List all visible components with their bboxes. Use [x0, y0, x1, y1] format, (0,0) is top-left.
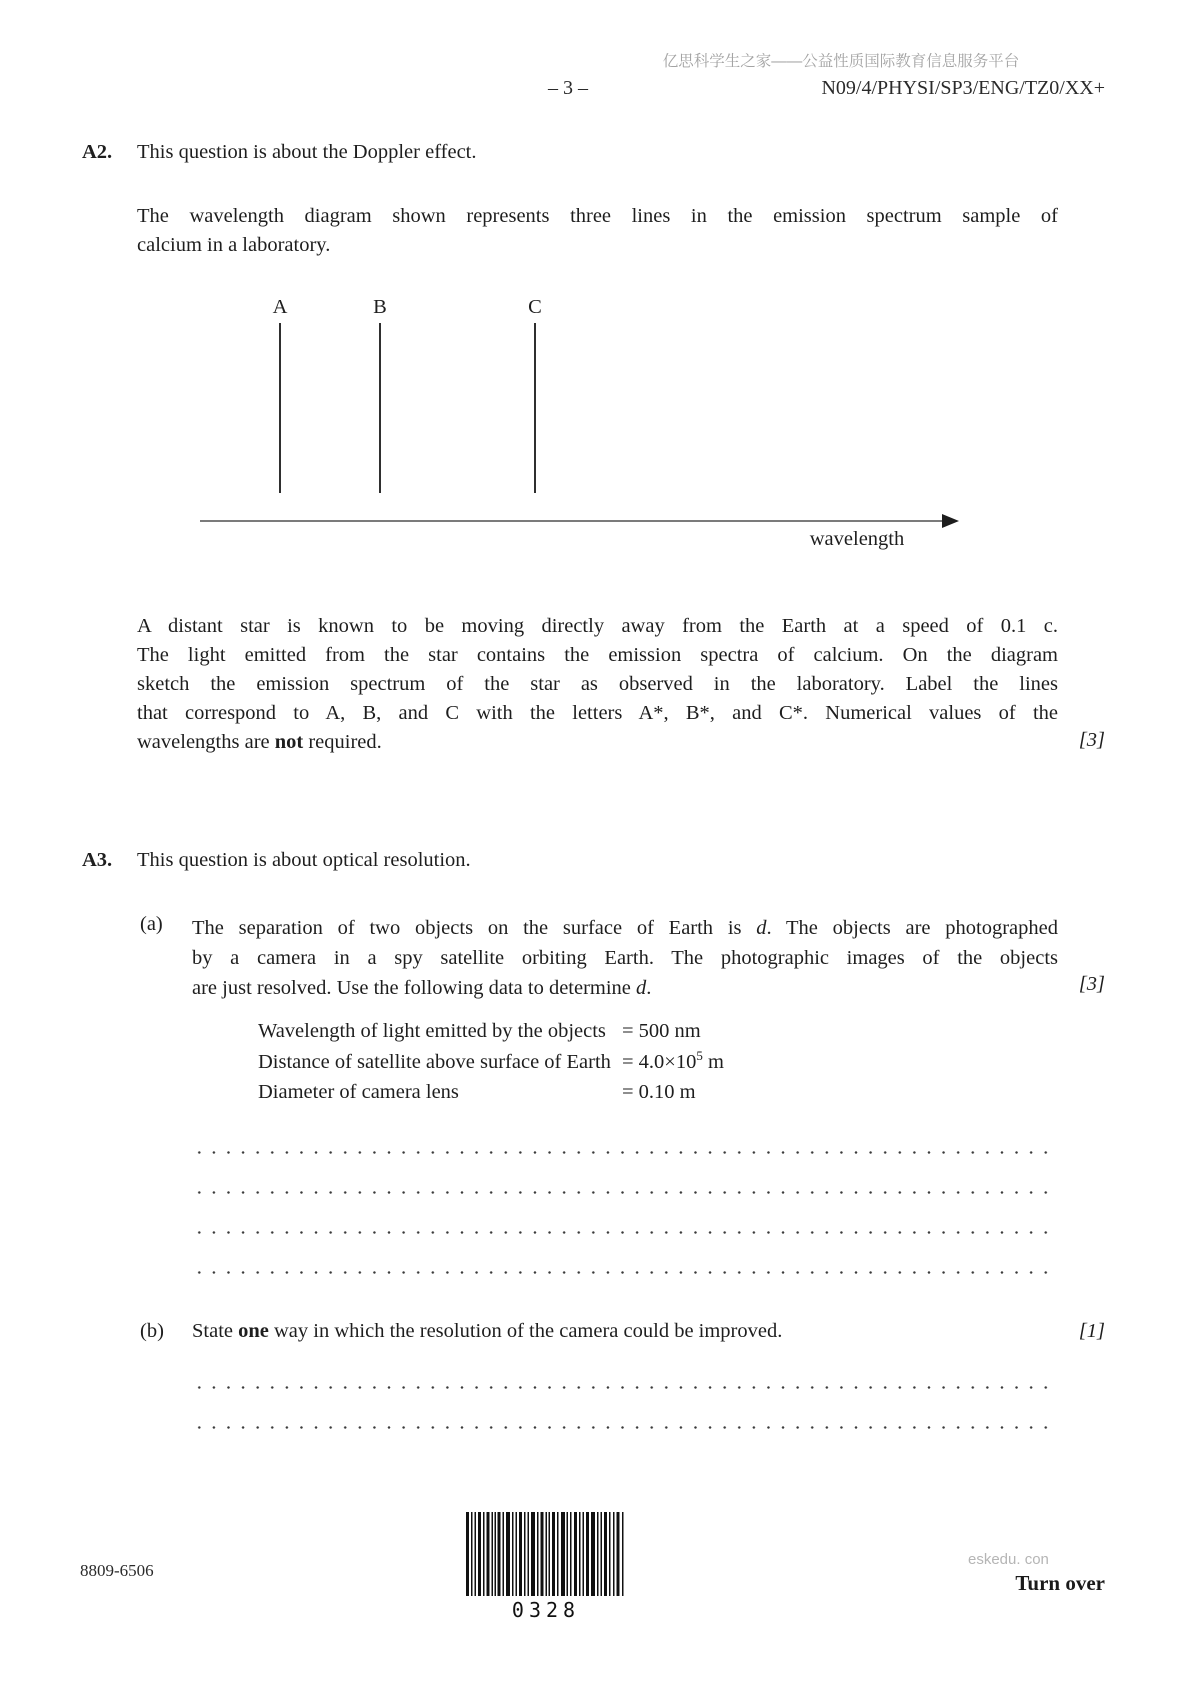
dotted-answer-line — [192, 1191, 1058, 1194]
document-number: 8809-6506 — [80, 1561, 154, 1580]
axis-arrowhead-icon — [942, 514, 959, 528]
footer-watermark: eskedu. con — [968, 1551, 1049, 1568]
data-value — [622, 1047, 724, 1082]
marks-a3b: [1] — [1078, 1320, 1105, 1342]
part-a-line-text: The separation of two objects on the surface of Earth is — [192, 917, 757, 939]
header-watermark: 亿思科学生之家——公益性质国际教育信息服务平台 — [662, 53, 1020, 70]
description-line: calcium in a laboratory. — [137, 234, 331, 256]
part-b-bold-text: one — [238, 1320, 269, 1342]
part-a-line-text: are just resolved. Use the following data to determine — [192, 977, 637, 999]
marks-a3a: [3] — [1078, 973, 1105, 995]
question-a3-intro: This question is about optical resolution. — [137, 849, 471, 871]
data-label: Wavelength of light emitted by the objects — [258, 1020, 606, 1042]
body-line: that correspond to A, B, and C with the letters A*, B*, and C*. Numerical values of the — [137, 702, 1058, 724]
exam-code: N09/4/PHYSI/SP3/ENG/TZ0/XX+ — [821, 77, 1105, 99]
barcode — [466, 1512, 626, 1596]
question-a3-number: A3. — [82, 849, 113, 871]
part-a-line: by a camera in a spy satellite orbiting Earth. The photographic images of the objects — [192, 947, 1058, 969]
description-line: The wavelength diagram shown represents three lines in the emission spectrum sample of — [137, 205, 1058, 227]
page-number: – 3 – — [548, 77, 588, 99]
data-row — [258, 1081, 724, 1112]
data-value-text: = 0.10 m — [622, 1081, 696, 1103]
part-a-data-table — [258, 1020, 724, 1112]
body-line: A distant star is known to be moving directly away from the Earth at a speed of 0.1 c. — [137, 615, 1058, 637]
question-a2-intro: This question is about the Doppler effect. — [137, 141, 477, 163]
part-b-text — [192, 1320, 1058, 1343]
part-a-line-text: . — [646, 977, 652, 999]
question-a2-number: A2. — [82, 141, 113, 163]
spectral-line-label-c: C — [528, 296, 542, 318]
spectral-line-label-b: B — [373, 296, 387, 318]
dotted-answer-line — [192, 1151, 1058, 1154]
data-label: Diameter of camera lens — [258, 1081, 459, 1103]
body-line: sketch the emission spectrum of the star as observed in the laboratory. Label the lines — [137, 673, 1058, 695]
variable-d: d — [636, 977, 647, 999]
data-value-unit: m — [702, 1050, 724, 1073]
spectral-line-a — [279, 323, 281, 493]
question-a2-description — [137, 202, 1058, 260]
data-value — [622, 1020, 701, 1051]
dotted-answer-line — [192, 1386, 1058, 1389]
dotted-answer-line — [192, 1231, 1058, 1234]
data-value-text: = 4.0×10 — [622, 1050, 697, 1073]
wavelength-axis — [200, 520, 944, 522]
part-a-line — [192, 973, 1058, 1003]
question-a2-body — [137, 612, 1058, 757]
part-a-text — [192, 913, 1058, 1003]
data-value — [622, 1081, 696, 1112]
body-line-bold-text: not — [274, 731, 304, 753]
data-row — [258, 1020, 724, 1051]
wavelength-axis-label: wavelength — [809, 528, 905, 550]
variable-d: d — [756, 917, 767, 939]
part-b-line-text: State — [192, 1320, 239, 1342]
data-value-text: = 500 nm — [622, 1020, 701, 1042]
part-a-line — [192, 913, 1058, 943]
spectral-line-label-a: A — [272, 296, 288, 318]
part-b-line-text: way in which the resolution of the camera could be improved. — [268, 1320, 783, 1342]
dotted-answer-line — [192, 1426, 1058, 1429]
spectral-line-b — [379, 323, 381, 493]
body-line-text: required. — [303, 731, 382, 753]
marks-a2: [3] — [1078, 729, 1105, 751]
data-row — [258, 1047, 724, 1082]
part-a-label: (a) — [140, 913, 163, 935]
data-label: Distance of satellite above surface of Earth — [258, 1050, 611, 1073]
part-a-line-text: . The objects are photographed — [766, 917, 1059, 939]
body-line-text: wavelengths are — [137, 731, 275, 753]
part-b-label: (b) — [140, 1320, 164, 1342]
barcode-number: 0328 — [511, 1598, 581, 1622]
body-line: The light emitted from the star contains the emission spectra of calcium. On the diagram — [137, 644, 1058, 666]
spectral-line-c — [534, 323, 536, 493]
dotted-answer-line — [192, 1271, 1058, 1274]
body-line — [137, 728, 1058, 757]
turn-over-label: Turn over — [1015, 1571, 1105, 1595]
data-value-exponent: 5 — [696, 1047, 703, 1063]
